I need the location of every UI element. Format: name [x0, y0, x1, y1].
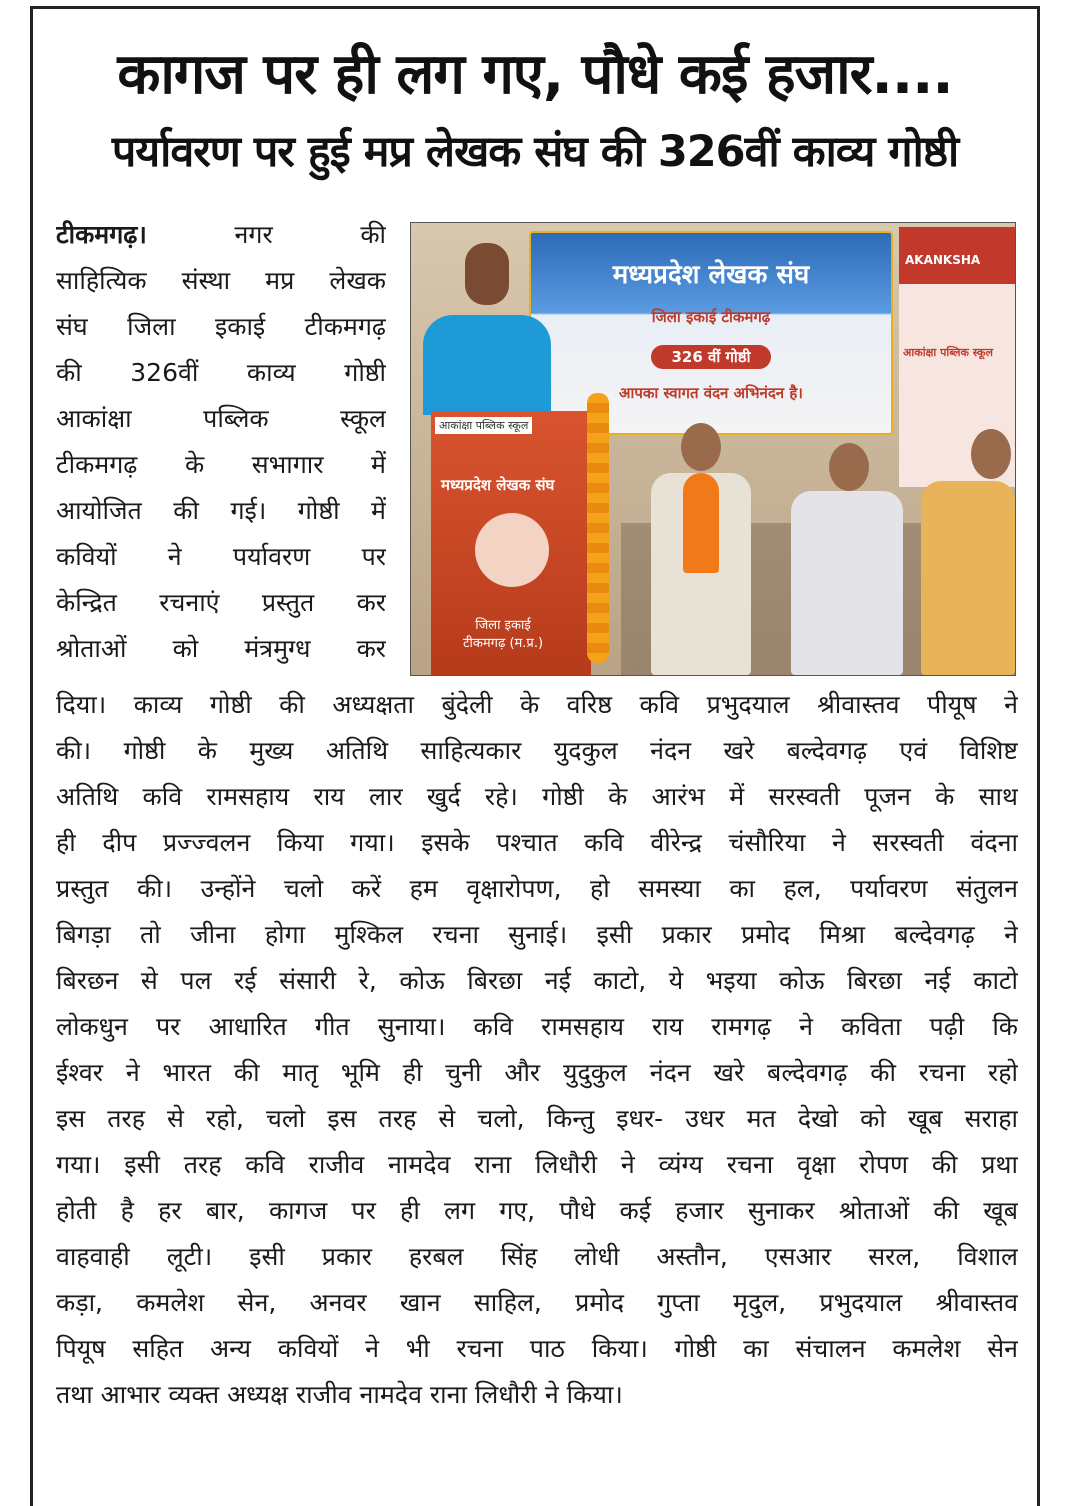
article-full-width-text: [56, 682, 1018, 1418]
article-line: पियूष सहित अन्य कवियों ने भी रचना पाठ किया। गोष्ठी का संचालन कमलेश सेन: [56, 1334, 1018, 1363]
article-line: आयोजित की गई। गोष्ठी में: [56, 496, 386, 525]
article-line: आकांक्षा पब्लिक स्कूल: [56, 404, 386, 433]
article-line: टीकमगढ़ के सभागार में: [56, 450, 386, 479]
dateline: टीकमगढ़।: [56, 220, 147, 249]
guest-figure: [791, 491, 903, 675]
flower-garland: [587, 393, 609, 663]
article-line: बिगड़ा तो जीना होगा मुश्किल रचना सुनाई। इसी प्रकार प्रमोद मिश्रा बल्देवगढ़ ने: [56, 920, 1018, 949]
article-line: तथा आभार व्यक्त अध्यक्ष राजीव नामदेव राना लिधौरी ने किया।: [56, 1380, 623, 1409]
article-line: दिया। काव्य गोष्ठी की अध्यक्षता बुंदेली के वरिष्ठ कवि प्रभुदयाल श्रीवास्तव पीयूष ने: [56, 690, 1018, 719]
article-column-text: [56, 212, 386, 672]
podium-title: मध्यप्रदेश लेखक संघ: [441, 476, 555, 494]
podium-banner: [431, 411, 591, 675]
article-line: संघ जिला इकाई टीकमगढ़: [56, 312, 386, 341]
article-line: गया। इसी तरह कवि राजीव नामदेव राना लिधौरी ने व्यंग्य रचना वृक्षा रोपण की प्रथा: [56, 1150, 1018, 1179]
school-banner-top: AKANKSHA: [905, 253, 981, 267]
event-photo: [410, 222, 1016, 676]
headline: कागज पर ही लग गए, पौधे कई हजार....: [117, 42, 953, 107]
article-line: अतिथि कवि रामसहाय राय लार खुर्द रहे। गोष्ठी के आरंभ में सरस्वती पूजन के साथ: [56, 782, 1018, 811]
article-line: वाहवाही लूटी। इसी प्रकार हरबल सिंह लोधी अस्तौन, एसआर सरल, विशाल: [56, 1242, 1018, 1271]
article-line: बिरछन से पल रई संसारी रे, कोऊ बिरछा नई काटो, ये भइया कोऊ बिरछा नई काटो: [56, 966, 1018, 995]
emblem-icon: [475, 513, 549, 587]
article-line: होती है हर बार, कागज पर ही लग गए, पौधे कई हजार सुनाकर श्रोताओं की खूब: [56, 1196, 1018, 1225]
subheadline: पर्यावरण पर हुई मप्र लेखक संघ की 326वीं काव्य गोष्ठी: [111, 127, 959, 177]
article-line: ईश्वर ने भारत की मातृ भूमि ही चुनी और युदुकुल नंदन खरे बल्देवगढ़ की रचना रहो: [56, 1058, 1018, 1087]
article-line: कड़ा, कमलेश सेन, अनवर खान साहिल, प्रमोद गुप्ता मृदुल, प्रभुदयाल श्रीवास्तव: [56, 1288, 1018, 1317]
podium-school: आकांक्षा पब्लिक स्कूल: [435, 417, 532, 434]
guest-head: [829, 443, 869, 491]
banner-unit: जिला इकाई टीकमगढ़: [651, 308, 771, 326]
guest-head: [681, 423, 721, 471]
guest-figure: [921, 481, 1015, 675]
article-line: की 326वीं काव्य गोष्ठी: [56, 358, 386, 387]
article-line: प्रस्तुत की। उन्होंने चलो करें हम वृक्षारोपण, हो समस्या का हल, पर्यावरण संतुलन: [56, 874, 1018, 903]
article-line: कवियों ने पर्यावरण पर: [56, 542, 386, 571]
article-line: केन्द्रित रचनाएं प्रस्तुत कर: [56, 588, 386, 617]
article-line: श्रोताओं को मंत्रमुग्ध कर: [56, 634, 386, 663]
article-line: इस तरह से रहो, चलो इस तरह से चलो, किन्तु इधर- उधर मत देखो को खूब सराहा: [56, 1104, 1018, 1133]
school-banner-name: आकांक्षा पब्लिक स्कूल: [903, 346, 993, 359]
guest-head: [971, 429, 1011, 479]
article-line: साहित्यिक संस्था मप्र लेखक: [56, 266, 386, 295]
article-line: की। गोष्ठी के मुख्य अतिथि साहित्यकार युदकुल नंदन खरे बल्देवगढ़ एवं विशिष्ट: [56, 736, 1018, 765]
podium-unit: जिला इकाई टीकमगढ़ (म.प्र.): [463, 618, 544, 651]
article-line: लोकधुन पर आधारित गीत सुनाया। कवि रामसहाय राय रामगढ़ ने कविता पढ़ी कि: [56, 1012, 1018, 1041]
speaker-figure: [423, 315, 551, 415]
photo-stage-banner: [529, 231, 893, 435]
article-line: ही दीप प्रज्ज्वलन किया गया। इसके पश्चात कवि वीरेन्द्र चंसौरिया ने सरस्वती वंदना: [56, 828, 1018, 857]
speaker-head: [465, 243, 509, 305]
banner-badge: 326 वीं गोष्ठी: [651, 345, 771, 369]
guest-stole: [683, 473, 719, 573]
article-line: टीकमगढ़। नगर की: [56, 220, 386, 249]
banner-title: मध्यप्रदेश लेखक संघ: [612, 260, 810, 290]
banner-welcome: आपका स्वागत वंदन अभिनंदन है।: [619, 384, 803, 402]
